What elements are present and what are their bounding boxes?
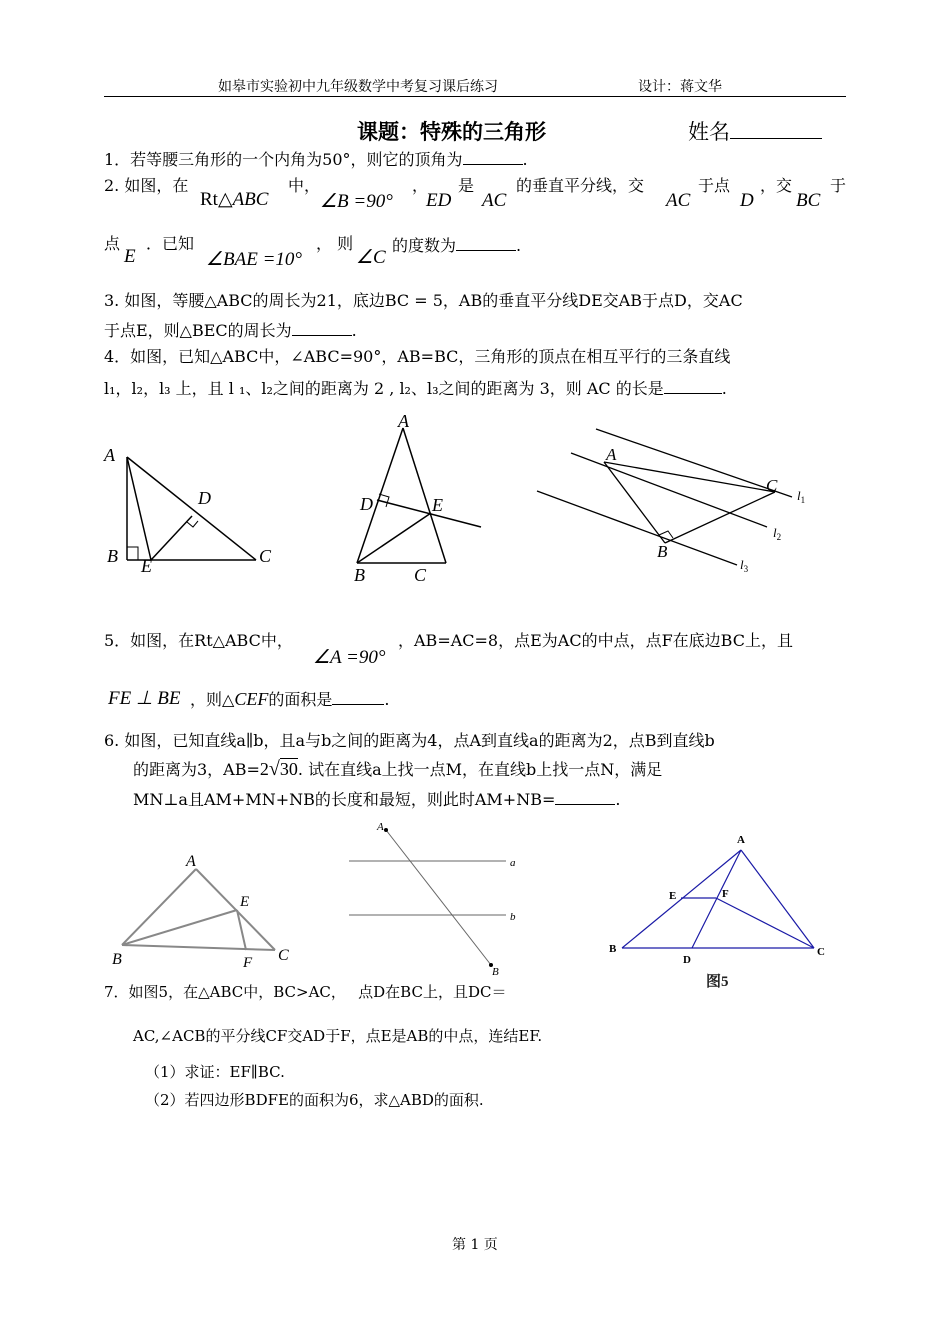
q5-c: ，则△ bbox=[190, 690, 235, 709]
question-1 bbox=[104, 148, 528, 170]
g1-label-e: E bbox=[240, 894, 250, 910]
f3-line-l1 bbox=[596, 429, 792, 497]
q3-blank bbox=[292, 319, 352, 336]
name-label: 姓名 bbox=[688, 120, 730, 144]
q2-angle-c: ∠C bbox=[356, 247, 386, 268]
g3-label-a: A bbox=[737, 834, 745, 846]
f1-label-c: C bbox=[259, 546, 272, 566]
f3-label-c: C bbox=[766, 476, 778, 495]
q4-line2-text: l₁，l₂，l₃ 上，且 l ₁、l₂之间的距离为 2 , l₂、l₃之间的距离为 3，则 AC 的长是 bbox=[104, 379, 664, 398]
q2-rt-text: Rt△ bbox=[200, 189, 233, 210]
g2-segment-ab bbox=[386, 830, 491, 965]
f3-side-bc bbox=[665, 492, 775, 543]
f2-label-c: C bbox=[414, 565, 427, 585]
q6-line1: 6. 如图，已知直线a∥b，且a与b之间的距离为4，点A到直线a的距离为2，点B到直线b bbox=[104, 731, 715, 750]
q7-line1: 7．如图5，在△ABC中，BC>AC， 点D在BC上，且DC＝ bbox=[104, 983, 507, 1001]
q2-ed: ED bbox=[426, 190, 452, 211]
f3-label-l1 bbox=[797, 488, 805, 505]
f3-l3-main: l bbox=[740, 557, 744, 572]
q5-prefix: 5．如图，在Rt△ABC中， bbox=[104, 631, 293, 650]
f3-l1-main: l bbox=[797, 488, 801, 503]
q2-yu: 于 bbox=[830, 176, 847, 195]
figure-q7 bbox=[622, 850, 814, 948]
q2-bc: BC bbox=[796, 190, 821, 211]
f3-l1-sub: 1 bbox=[800, 495, 806, 505]
q4-line1: 4．如图，已知△ABC中，∠ABC=90°，AB=BC，三角形的顶点在相互平行的三条直线 bbox=[104, 347, 731, 366]
f1-label-e: E bbox=[141, 556, 152, 576]
q2-comma: ， bbox=[412, 176, 429, 195]
q2-yudian: 于点 bbox=[698, 176, 731, 195]
header-rule bbox=[104, 96, 846, 97]
q6-sqrt-coef: 2 bbox=[259, 759, 269, 779]
g3-caption: 图5 bbox=[706, 974, 729, 990]
q2-angle-b: ∠B =90° bbox=[320, 191, 393, 212]
q2-blank bbox=[456, 234, 516, 251]
header-right: 设计：蒋文华 bbox=[638, 79, 722, 95]
q6-line2a: 的距离为3，AB= bbox=[133, 760, 260, 779]
q2-dushu-text: 的度数为 bbox=[392, 236, 457, 255]
g3-side-ac bbox=[741, 850, 814, 948]
q2-ac1: AC bbox=[482, 190, 507, 211]
figure-q2 bbox=[127, 457, 256, 560]
figure-q5 bbox=[122, 869, 275, 950]
f2-label-a: A bbox=[398, 411, 409, 431]
f1-label-d: D bbox=[198, 488, 211, 508]
g3-label-e: E bbox=[669, 890, 677, 902]
q5-tail bbox=[190, 688, 389, 710]
q2-e: E bbox=[124, 246, 136, 267]
q5-end: . bbox=[384, 690, 390, 709]
q1-blank bbox=[463, 148, 523, 165]
q1-end: . bbox=[522, 150, 528, 169]
f3-side-ab bbox=[604, 462, 665, 543]
q5-d: 的面积是 bbox=[268, 690, 333, 709]
q2-dushu bbox=[392, 234, 521, 256]
f2-perp-bisector bbox=[377, 500, 481, 527]
g1-label-c: C bbox=[278, 947, 289, 964]
g2-label-b: B bbox=[492, 966, 499, 978]
f3-label-a: A bbox=[606, 445, 617, 464]
q5-conditions: ，AB=AC=8，点E为AC的中点，点F在底边BC上，且 bbox=[398, 631, 793, 650]
q6-line2b: . 试在直线a上找一点M，在直线b上找一点N，满足 bbox=[297, 760, 663, 779]
g3-segment-cf bbox=[716, 898, 814, 948]
f3-label-b: B bbox=[657, 542, 668, 561]
g3-label-b: B bbox=[609, 943, 617, 955]
q6-sqrt-value: 30 bbox=[279, 759, 298, 779]
q6-blank bbox=[555, 788, 615, 805]
g1-label-b: B bbox=[112, 951, 122, 968]
f2-label-e: E bbox=[432, 495, 443, 515]
q6-radical-icon: √ bbox=[268, 758, 280, 780]
q5-cef: CEF bbox=[234, 689, 269, 709]
q4-line2 bbox=[104, 377, 727, 399]
q1-text: 1．若等腰三角形的一个内角为50°，则它的顶角为 bbox=[104, 150, 463, 169]
g3-segment-ad bbox=[692, 850, 741, 948]
g1-label-a: A bbox=[186, 853, 196, 870]
name-field bbox=[688, 116, 822, 146]
q2-jiao: ，交 bbox=[760, 176, 793, 195]
q2-dian: 点 bbox=[104, 234, 121, 253]
q2-ze: ， 则 bbox=[316, 234, 354, 253]
f3-l3-sub: 3 bbox=[743, 564, 749, 574]
figure-row-1 bbox=[95, 405, 855, 590]
q6-line3 bbox=[133, 788, 620, 810]
name-blank bbox=[730, 116, 822, 139]
q7-sub1: （1）求证：EF∥BC. bbox=[145, 1063, 285, 1081]
q7-line2: AC,∠ACB的平分线CF交AD于F，点E是AB的中点，连结EF. bbox=[133, 1027, 543, 1045]
q6-line3-text: MN⊥a且AM+MN+NB的长度和最短，则此时AM+NB= bbox=[133, 790, 556, 809]
f3-side-ac bbox=[604, 462, 775, 492]
g2-point-a bbox=[384, 828, 388, 832]
q3-line1: 3. 如图，等腰△ABC的周长为21，底边BC = 5，AB的垂直平分线DE交AB于点D，交AC bbox=[104, 291, 743, 310]
q2-prefix: 2. 如图，在 bbox=[104, 176, 189, 195]
q4-blank bbox=[664, 377, 722, 394]
q2-zhong: 中， bbox=[288, 176, 321, 195]
q6-line2 bbox=[133, 759, 662, 780]
f3-line-l2 bbox=[571, 453, 767, 527]
q7-sub2: （2）若四边形BDFE的面积为6，求△ABD的面积. bbox=[145, 1091, 484, 1109]
f3-line-l3 bbox=[537, 491, 737, 565]
q5-angle-a: ∠A =90° bbox=[313, 647, 386, 668]
g2-label-a: A bbox=[377, 821, 384, 833]
figure-q3 bbox=[357, 428, 481, 563]
q3-line2 bbox=[104, 319, 357, 341]
q2-shi: 是 bbox=[458, 176, 475, 195]
q2-d: D bbox=[740, 190, 754, 211]
f3-l2-sub: 2 bbox=[776, 532, 782, 542]
f3-label-l2 bbox=[773, 525, 781, 542]
q2-ac2: AC bbox=[666, 190, 691, 211]
q2-end: . bbox=[516, 236, 522, 255]
figure-q6 bbox=[349, 830, 506, 965]
f2-label-d: D bbox=[360, 494, 373, 514]
q4-end: . bbox=[721, 379, 727, 398]
f2-label-b: B bbox=[354, 565, 365, 585]
f1-label-b: B bbox=[107, 546, 118, 566]
q2-abc: ABC bbox=[232, 189, 269, 210]
q5-fe-perp-be: FE ⊥ BE bbox=[108, 688, 181, 709]
g3-label-f: F bbox=[722, 888, 729, 900]
f3-label-l3 bbox=[740, 557, 749, 574]
f1-segment-ed bbox=[151, 516, 192, 560]
f1-label-a: A bbox=[104, 445, 115, 465]
q6-end: . bbox=[615, 790, 621, 809]
q6-sqrt bbox=[260, 759, 298, 779]
g3-label-d: D bbox=[683, 954, 691, 966]
page-number: 第 1 页 bbox=[452, 1237, 498, 1253]
g2-label-line-a: a bbox=[510, 857, 516, 869]
figure-row-2 bbox=[100, 815, 840, 995]
q3-line2-text: 于点E，则△BEC的周长为 bbox=[104, 321, 292, 340]
q2-chuizhi: 的垂直平分线，交 bbox=[516, 176, 645, 195]
g3-label-c: C bbox=[817, 946, 825, 958]
q2-rt bbox=[200, 188, 268, 211]
f2-segment-be bbox=[357, 513, 431, 563]
q3-end: . bbox=[351, 321, 357, 340]
f1-right-angle-d bbox=[187, 521, 198, 527]
f3-l2-main: l bbox=[773, 525, 777, 540]
header-left: 如皋市实验初中九年级数学中考复习课后练习 bbox=[218, 79, 498, 95]
q5-blank bbox=[332, 688, 384, 705]
g1-label-f: F bbox=[243, 955, 253, 971]
q2-yizhi: ．已知 bbox=[146, 234, 195, 253]
g2-label-line-b: b bbox=[510, 911, 516, 923]
page-title: 课题：特殊的三角形 bbox=[357, 119, 546, 144]
f1-right-angle-b bbox=[127, 547, 138, 560]
f1-side-ac bbox=[127, 457, 256, 560]
q2-angle-bae: ∠BAE =10° bbox=[206, 249, 303, 270]
g1-side-bc bbox=[122, 945, 275, 950]
